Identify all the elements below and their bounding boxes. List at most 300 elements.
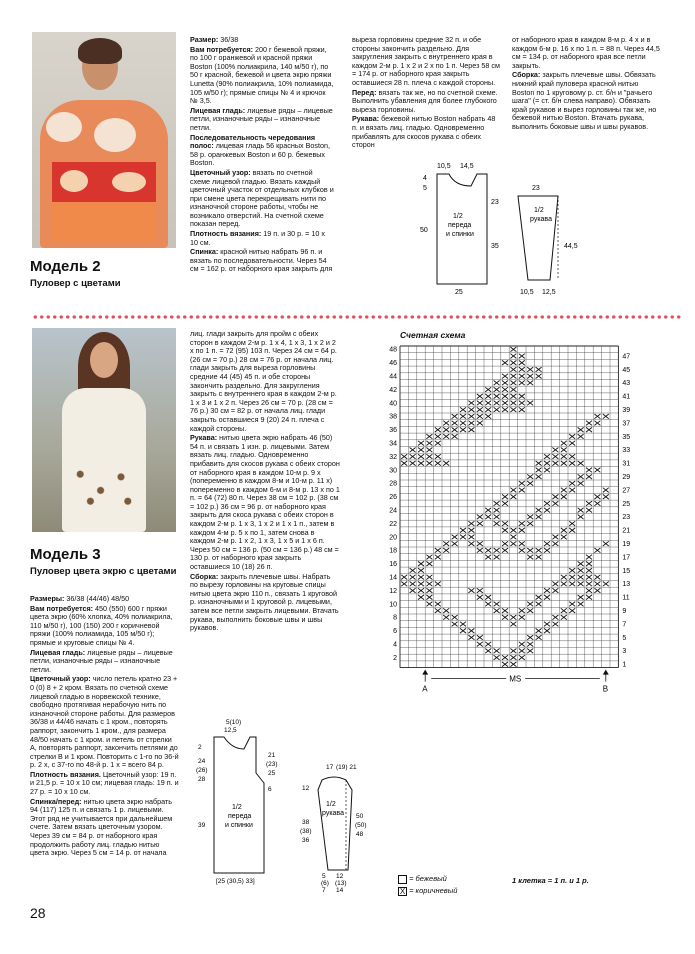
cross-mark [494, 381, 500, 386]
row-number-left: 8 [393, 614, 397, 622]
cross-mark [578, 461, 584, 466]
cross-mark [569, 602, 575, 607]
model2-col2 [352, 36, 502, 151]
arrow-b-label: B [602, 684, 609, 694]
cross-mark [510, 387, 516, 392]
cross-mark [578, 515, 584, 520]
cross-mark [586, 575, 592, 580]
cross-mark [586, 555, 592, 560]
paragraph [190, 107, 334, 133]
cross-mark [426, 588, 432, 593]
legend-beige-row [398, 874, 447, 884]
cross-mark [502, 548, 508, 553]
cross-mark [561, 448, 567, 453]
cross-mark [569, 441, 575, 446]
cross-mark [552, 501, 558, 506]
cross-mark [494, 521, 500, 526]
paragraph-text: 200 г бежевой пряжи, по 100 г оранжевой и красной пряжи Boston (100% полиакрила, 140 м/50 г), по 50 г красной, бежевой и цвета экрю пряжи Lunetta (90% полиакрила, 10% полиамида, 105 м/50 г); прямые спицы № 4 и крючок № 3,5. [190, 44, 334, 106]
paragraph-text: 19 п. и 30 р. = 10 х 10 см. [190, 229, 325, 247]
cross-mark [477, 401, 483, 406]
cross-mark [460, 407, 466, 412]
cross-mark [452, 427, 458, 432]
cross-mark [502, 387, 508, 392]
row-number-left: 38 [389, 413, 397, 421]
cross-mark [527, 374, 533, 379]
cross-mark [426, 575, 432, 580]
row-number-right: 31 [622, 460, 631, 468]
m3f-dim-13: 39 [198, 822, 206, 829]
row-number-left: 20 [389, 534, 397, 542]
paragraph-label: Рукава: [190, 433, 218, 443]
cross-mark [502, 608, 508, 613]
cross-mark [552, 541, 558, 546]
cross-mark [435, 608, 441, 613]
cross-mark [510, 622, 516, 627]
paragraph-text: Цветочный узор: 19 п. и 21,5 р. = 10 х 10 см; лицевая гладь: 19 п. и 27 р. = 10 х 10 см. [30, 769, 179, 797]
row-number-right: 19 [622, 541, 631, 548]
cross-mark [544, 508, 550, 513]
cross-mark [443, 427, 449, 432]
paragraph-label: Спинка/перед: [30, 796, 82, 806]
cross-mark [510, 541, 516, 546]
cross-mark [510, 662, 516, 667]
cross-mark [460, 622, 466, 627]
svg-text:переда: переда [228, 813, 252, 820]
cross-mark [519, 381, 525, 386]
m2f-dim-h: 25 [455, 289, 463, 296]
cross-mark [426, 555, 432, 560]
cross-mark [494, 548, 500, 553]
cross-mark [536, 367, 542, 372]
cross-mark [477, 407, 483, 412]
cross-mark [468, 414, 474, 419]
m3s-dim-11: 7 [322, 887, 326, 894]
cross-mark [502, 662, 508, 667]
legend-brown-swatch: X [399, 886, 406, 896]
model2-subtitle: Пуловер с цветами [30, 278, 121, 289]
model3-diagram-sleeve [300, 760, 380, 894]
m3s-dim-2: 12 [302, 785, 310, 792]
paragraph-label: Размер: [190, 35, 219, 44]
cross-mark [569, 454, 575, 459]
cross-mark [485, 548, 491, 553]
cross-mark [544, 461, 550, 466]
paragraph-label: Сборка: [512, 70, 541, 80]
cross-mark [418, 595, 424, 600]
cross-mark [519, 541, 525, 546]
cross-mark [494, 655, 500, 660]
m3s-dim-5: 36 [302, 837, 310, 844]
paragraph-label: Цветочный узор: [190, 167, 251, 177]
cross-mark [426, 561, 432, 566]
cross-mark [594, 421, 600, 426]
cross-mark [561, 488, 567, 493]
row-number-left: 14 [389, 574, 397, 582]
cross-mark [435, 454, 441, 459]
cross-mark [468, 535, 474, 540]
cross-mark [544, 541, 550, 546]
cross-mark [460, 528, 466, 533]
model3-col2 [190, 330, 340, 634]
paragraph-label: Спинка: [190, 247, 219, 257]
cross-mark [418, 568, 424, 573]
cross-mark [494, 501, 500, 506]
cross-mark [569, 521, 575, 526]
paragraph [190, 36, 334, 45]
m3f-dim-15: [25 (30,5) 33] [216, 878, 255, 885]
paragraph [30, 798, 180, 858]
paragraph-text: нитью цвета экрю набрать 94 (117) 125 п. и связать 1 р. лицевыми. Этот ряд не учитывается при дальнейшем счете. Затем вязать цветочным узором. Через 39 см = 84 р. от наборного края продолжить работу лиц. гладью нитью цвета экрю. Через 5 см = 14 р. от начала [30, 796, 173, 858]
cross-mark [569, 434, 575, 439]
cross-mark [460, 414, 466, 419]
cross-mark [452, 541, 458, 546]
cross-mark [426, 448, 432, 453]
cross-mark [586, 421, 592, 426]
cross-mark [561, 582, 567, 587]
cross-mark [552, 622, 558, 627]
m3f-dim-7: 24 [198, 758, 206, 765]
row-number-right: 3 [622, 648, 627, 656]
paragraph [190, 573, 340, 633]
chart-title: Счетная схема [400, 330, 466, 340]
cross-mark [544, 628, 550, 633]
cross-mark [494, 407, 500, 412]
cross-mark [519, 367, 525, 372]
cross-mark [603, 582, 609, 587]
cross-mark [578, 568, 584, 573]
cross-mark [519, 608, 525, 613]
paragraph [30, 649, 180, 675]
svg-text:переда: переда [448, 222, 472, 229]
cross-mark [544, 454, 550, 459]
cross-mark [410, 575, 416, 580]
cross-mark [410, 454, 416, 459]
row-number-left: 6 [393, 628, 397, 636]
cross-mark [485, 515, 491, 520]
cross-mark [443, 434, 449, 439]
paragraph [190, 434, 340, 572]
cross-mark [426, 441, 432, 446]
row-number-left: 34 [389, 440, 397, 448]
m2f-dim-f: 50 [420, 227, 428, 234]
cross-mark [494, 394, 500, 399]
cross-mark [536, 508, 542, 513]
row-number-left: 30 [389, 467, 397, 475]
cross-mark [410, 461, 416, 466]
cross-mark [418, 454, 424, 459]
cross-mark [418, 588, 424, 593]
cross-mark [435, 602, 441, 607]
cross-mark [485, 414, 491, 419]
cross-mark [527, 548, 533, 553]
cross-mark [502, 407, 508, 412]
cross-mark [426, 582, 432, 587]
m2f-dim-e: 23 [491, 199, 499, 206]
cross-mark [510, 367, 516, 372]
cross-mark [485, 387, 491, 392]
cross-mark [460, 628, 466, 633]
row-number-left: 40 [389, 400, 397, 408]
cross-mark [410, 588, 416, 593]
cross-mark [494, 649, 500, 654]
paragraph [190, 330, 340, 433]
row-number-right: 13 [622, 581, 631, 589]
svg-text:и спинки: и спинки [446, 231, 474, 238]
cross-mark [494, 602, 500, 607]
cross-mark [468, 541, 474, 546]
row-number-right: 33 [622, 447, 631, 455]
cross-mark [435, 461, 441, 466]
m2f-dim-c: 4 [423, 175, 427, 182]
paragraph-text: бежевой нитью Boston набрать 48 п. и вязать лиц. гладью. Одновременно прибавлять для скосов рукава с обеих сторон [352, 114, 496, 150]
cross-mark [494, 555, 500, 560]
cross-mark [468, 421, 474, 426]
row-number-right: 25 [622, 500, 631, 508]
cross-mark [519, 521, 525, 526]
knitting-chart [372, 340, 672, 740]
cross-mark [561, 454, 567, 459]
cross-mark [552, 615, 558, 620]
paragraph [190, 46, 334, 106]
cross-mark [527, 635, 533, 640]
cross-mark [578, 481, 584, 486]
m3f-dim-12: 25 [268, 770, 276, 777]
cross-mark [519, 354, 525, 359]
cross-mark [527, 555, 533, 560]
cross-mark [527, 401, 533, 406]
cross-mark [561, 575, 567, 580]
legend-beige-swatch [398, 875, 407, 884]
cross-mark [401, 582, 407, 587]
model3-subtitle: Пуловер цвета экрю с цветами [30, 566, 177, 577]
cross-mark [519, 488, 525, 493]
cross-mark [544, 468, 550, 473]
cross-mark [536, 635, 542, 640]
row-number-left: 24 [389, 507, 397, 515]
cross-mark [586, 474, 592, 479]
model2-diagram-sleeve [510, 180, 590, 300]
paragraph-label: Вам потребуется: [30, 603, 94, 613]
row-number-right: 11 [622, 594, 630, 602]
cross-mark [460, 421, 466, 426]
cross-mark [552, 494, 558, 499]
cross-mark [544, 548, 550, 553]
cross-mark [443, 421, 449, 426]
cross-mark [527, 481, 533, 486]
m2s-dim-a: 23 [532, 185, 540, 192]
cross-mark [502, 521, 508, 526]
m3s-dim-1: (19) 21 [336, 764, 357, 771]
row-number-right: 1 [622, 661, 627, 669]
paragraph [190, 169, 334, 229]
cross-mark [510, 528, 516, 533]
cross-mark [477, 635, 483, 640]
row-number-left: 2 [393, 654, 397, 662]
cross-mark [510, 347, 516, 352]
cross-mark [426, 602, 432, 607]
model3-col1 [30, 595, 180, 859]
paragraph-text: 36/38 (44/46) 48/50 [66, 594, 130, 603]
cross-mark [578, 575, 584, 580]
cross-mark [477, 414, 483, 419]
row-number-left: 46 [389, 360, 397, 368]
cross-mark [510, 655, 516, 660]
cross-mark [519, 481, 525, 486]
cross-mark [561, 608, 567, 613]
paragraph [190, 230, 334, 247]
cross-mark [544, 595, 550, 600]
paragraph-label: Лицевая гладь: [30, 647, 86, 657]
cross-mark [477, 588, 483, 593]
cross-mark [468, 528, 474, 533]
m2f-label: 1/2 [453, 213, 463, 220]
row-number-right: 35 [622, 433, 631, 441]
cross-mark [552, 582, 558, 587]
page-number: 28 [30, 905, 46, 921]
m3f-dim-10: 21 [268, 752, 276, 759]
cross-mark [510, 354, 516, 359]
cross-mark [502, 655, 508, 660]
paragraph-label: Последовательность чередования полос: [190, 132, 316, 151]
cross-mark [510, 494, 516, 499]
row-number-right: 47 [622, 353, 631, 361]
paragraph-label: Вам потребуется: [190, 44, 254, 54]
cross-mark [527, 381, 533, 386]
cross-mark [494, 387, 500, 392]
cross-mark [578, 602, 584, 607]
row-number-right: 39 [622, 407, 631, 414]
m2f-dim-d: 5 [423, 185, 427, 192]
paragraph-label: Цветочный узор: [30, 674, 91, 684]
cross-mark [435, 434, 441, 439]
cross-mark [569, 582, 575, 587]
cross-mark [468, 407, 474, 412]
cross-mark [527, 649, 533, 654]
m3s-dim-8: 48 [356, 831, 364, 838]
cross-mark [468, 521, 474, 526]
cross-mark [485, 394, 491, 399]
row-number-left: 36 [389, 427, 397, 435]
cross-mark [536, 474, 542, 479]
cross-mark [519, 615, 525, 620]
row-number-left: 44 [389, 373, 397, 381]
model2-photo [32, 32, 176, 248]
cross-mark [418, 448, 424, 453]
row-number-right: 15 [622, 567, 631, 575]
model3-photo [32, 328, 176, 532]
cross-mark [594, 582, 600, 587]
cross-mark [578, 561, 584, 566]
cross-mark [586, 582, 592, 587]
row-number-right: 7 [622, 621, 627, 629]
cross-mark [519, 394, 525, 399]
m3f-dim-9: 28 [198, 776, 206, 783]
paragraph [30, 771, 180, 797]
cross-mark [536, 602, 542, 607]
paragraph [30, 605, 180, 648]
cross-mark [527, 642, 533, 647]
paragraph-text: лиц. глади закрыть для пройм с обеих сторон в каждом 2-м р. 1 х 4, 1 х 3, 1 х 2 и 2 х по 1 п. = 72 (95) 103 п. Через 24 см = 64 р. (26 см = 70 р.) 28 см = 76 р. от начала лиц. глади закрыть для выреза горловины средние 44 (45) 45 п. и обе стороны закончить раздельно. Для закругления закрыть с внутреннего края в каждом 2-м р. 1 х 3 и 1 х 2 п. Через 26 см = 70 р. (28 см = 76 р.) 30 см = 82 р. от начала лиц. глади закрыть оставшиеся 9 (20) 24 п. плеча с каждой стороны. [190, 329, 337, 433]
cross-mark [586, 588, 592, 593]
cross-mark [519, 642, 525, 647]
cross-mark [502, 360, 508, 365]
cross-mark [561, 615, 567, 620]
cross-mark [485, 595, 491, 600]
paragraph-text: лицевая гладь 56 красных Boston, 58 р. оранжевых Boston и 60 р. бежевых Boston. [190, 141, 330, 168]
paragraph-label: Рукава: [352, 114, 380, 124]
cross-mark [552, 454, 558, 459]
cross-mark [477, 515, 483, 520]
cross-mark [561, 535, 567, 540]
m2f-dim-g: 35 [491, 243, 499, 250]
m3s-dim-9: 5 [322, 873, 326, 880]
cross-mark [510, 374, 516, 379]
cross-mark [527, 474, 533, 479]
cross-mark [586, 468, 592, 473]
paragraph-label: Плотность вязания. [30, 769, 101, 779]
paragraph-text: закрыть плечевые швы. Обвязать нижний край пуловера красной нитью Boston по 1 круговому р. ст. б/н и "рачьего шага" (= ст. б/н слева направо). Обвязать край рукавов и вырез горловины так же, но бежевой нитью Boston. Втачать рукава, выполнить боковые швы и швы рукавов. [512, 70, 657, 131]
model3-diagram-front [186, 715, 286, 885]
cross-mark [519, 649, 525, 654]
cross-mark [410, 582, 416, 587]
m3s-dim-4: (38) [300, 828, 312, 835]
arrow-a [422, 670, 428, 694]
cross-mark [594, 501, 600, 506]
svg-text:1/2: 1/2 [326, 801, 336, 808]
m3s-dim-6: 50 [356, 813, 364, 820]
cross-mark [527, 367, 533, 372]
cross-mark [603, 494, 609, 499]
m3s-dim-7: (50) [355, 822, 367, 829]
row-number-left: 26 [389, 494, 397, 502]
cross-mark [594, 494, 600, 499]
cross-mark [485, 401, 491, 406]
row-number-left: 48 [389, 346, 397, 354]
m3s-dim-14: 14 [336, 887, 344, 894]
cross-mark [485, 407, 491, 412]
cross-mark [485, 649, 491, 654]
paragraph-text: лицевые ряды – лицевые петли, изнаночные ряды – изнаночные петли. [190, 105, 333, 132]
cross-mark [426, 434, 432, 439]
cross-mark [485, 555, 491, 560]
legend-brown-label: = коричневый [409, 886, 458, 895]
svg-text:и спинки: и спинки [225, 822, 253, 829]
cross-mark [452, 622, 458, 627]
m3f-dim-14: 6 [268, 786, 272, 793]
paragraph-label: Размеры: [30, 594, 65, 603]
cross-mark [510, 649, 516, 654]
cross-mark [586, 568, 592, 573]
cross-mark [452, 421, 458, 426]
cross-mark [477, 595, 483, 600]
cross-mark [502, 528, 508, 533]
cross-mark [569, 488, 575, 493]
cross-mark [569, 575, 575, 580]
cross-mark [536, 555, 542, 560]
cross-mark [410, 448, 416, 453]
row-number-left: 12 [389, 587, 397, 595]
cross-mark [527, 608, 533, 613]
m3f-dim-0: 5(10) [226, 719, 242, 726]
model2-title: Модель 2 [30, 258, 101, 275]
cross-mark [494, 401, 500, 406]
cross-mark [477, 421, 483, 426]
cross-mark [426, 454, 432, 459]
cross-mark [435, 582, 441, 587]
cross-mark [510, 381, 516, 386]
row-number-right: 29 [622, 474, 631, 481]
cross-mark [468, 635, 474, 640]
